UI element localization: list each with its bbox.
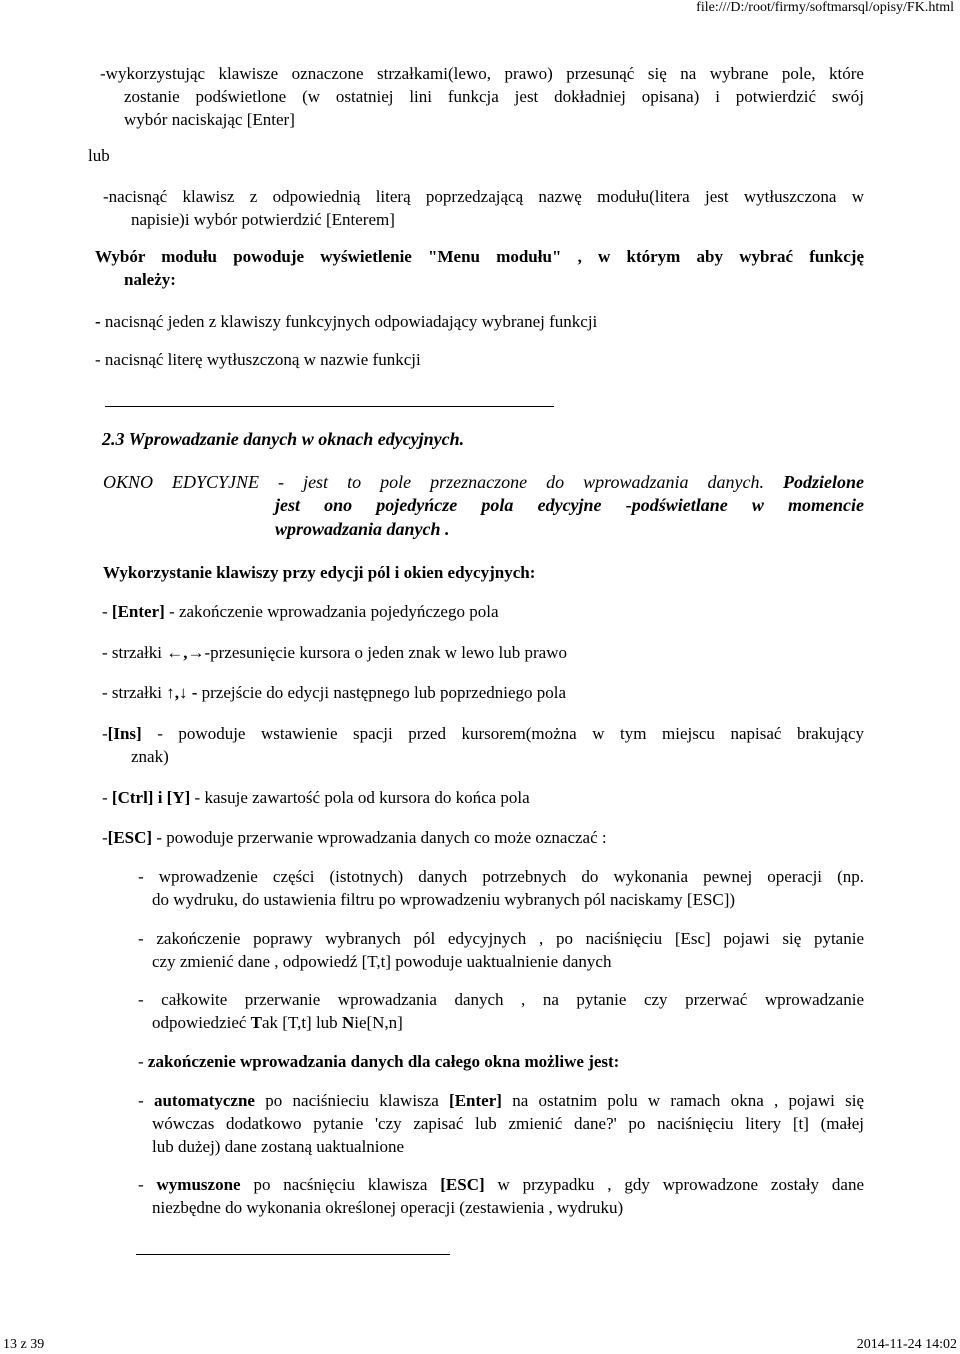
keys-heading: Wykorzystanie klawiszy przy edycji pól i okien edycyjnych:: [103, 563, 536, 582]
key-left-right-item: [102, 641, 567, 664]
esc-option-3-letter-t: T: [250, 1013, 262, 1032]
window-end-text: zakończenie wprowadzania danych dla całego okna możliwe jest:: [147, 1052, 620, 1071]
key-up-down-dash: -: [187, 683, 198, 702]
up-down-arrow-icon: ↑,↓: [166, 683, 188, 702]
edit-window-definition: OKNO EDYCYJNE - jest to pole przeznaczone do wprowadzania danych.: [103, 472, 764, 492]
section-divider-top: [105, 406, 554, 407]
key-ins-item: [102, 722, 864, 745]
esc-option-2-line-2: czy zmienić dane , odpowiedź [T,t] powoduje uaktualnienie danych: [152, 952, 612, 971]
section-title: 2.3 Wprowadzanie danych w oknach edycyjnych.: [102, 429, 465, 449]
key-up-down-desc: przejście do edycji następnego lub poprzedniego pola: [197, 683, 567, 702]
key-esc-desc: - powoduje przerwanie wprowadzania danych co może oznaczać :: [152, 828, 607, 847]
forced-dash: -: [138, 1175, 157, 1194]
auto-line-1: [138, 1089, 864, 1112]
key-ctrl-y-dash: -: [102, 788, 112, 807]
auto-mid: po naciśnieciu klawisza: [254, 1091, 450, 1110]
key-ctrl-y-desc: - kasuje zawartość pola od kursora do końca pola: [190, 788, 530, 807]
forced-line-1: [138, 1173, 864, 1196]
arrows-instruction: [100, 62, 864, 85]
forced-line-1-end: w przypadku , gdy wprowadzone zostały dane: [484, 1175, 865, 1194]
key-enter-desc: - zakończenie wprowadzania pojedyńczego pola: [164, 602, 499, 621]
key-esc-item: [102, 826, 607, 849]
key-enter: [Enter]: [111, 602, 165, 621]
forced-key: [ESC]: [440, 1175, 485, 1194]
auto-key: [Enter]: [449, 1091, 502, 1110]
esc-option-1-line-1: - wprowadzenie części (istotnych) danych potrzebnych do wykonania pewnej operacji (np.: [138, 867, 864, 886]
key-ins-desc: - powoduje wstawienie spacji przed kursorem(można w tym miejscu napisać brakujący: [141, 724, 864, 743]
esc-option-2-line-1: - zakończenie poprawy wybranych pól edycyjnych , po naciśnięciu [Esc] pojawi się pytanie: [138, 929, 864, 948]
print-datetime: 2014-11-24 14:02: [856, 1337, 957, 1352]
edit-window-split: Podzielone: [763, 472, 864, 492]
esc-option-3-text-c: ie[N,n]: [354, 1013, 403, 1032]
key-ins: [Ins]: [107, 724, 142, 743]
function-key-text: nacisnąć jeden z klawiszy funkcyjnych odpowiadający wybranej funkcji: [100, 312, 598, 331]
esc-option-3-line-1: - całkowite przerwanie wprowadzania danych , na pytanie czy przerwać wprowadzanie: [138, 990, 864, 1009]
key-left-right-desc: -przesunięcie kursora o jeden znak w lewo lub prawo: [204, 643, 567, 662]
key-up-down-prefix: - strzałki: [102, 683, 167, 702]
esc-option-3-letter-n: N: [341, 1013, 355, 1032]
key-ctrl-y-item: [102, 786, 530, 809]
letter-line-1: -nacisnąć klawisz z odpowiednią literą poprzedzającą nazwę modułu(litera jest wytłuszczona w: [103, 187, 864, 206]
key-up-down-item: [102, 681, 566, 704]
page-counter: 13 z 39: [3, 1337, 45, 1352]
function-key-item: [95, 310, 597, 333]
section-divider-bottom: [136, 1254, 450, 1255]
key-esc: [ESC]: [107, 828, 153, 847]
page-url: file:///D:/root/firmy/softmarsql/opisy/FK.html: [696, 0, 954, 15]
key-ins-dash: -: [102, 724, 108, 743]
auto-label: automatyczne: [153, 1091, 255, 1110]
auto-dash: -: [138, 1091, 154, 1110]
key-ctrl-y: [Ctrl] i [Y]: [111, 788, 191, 807]
key-enter-item: [102, 600, 499, 623]
esc-option-3-text-a: odpowiedzieć: [152, 1013, 251, 1032]
key-enter-dash: -: [102, 602, 112, 621]
edit-window-line-3: wprowadzania danych .: [275, 519, 450, 539]
arrows-line-2: zostanie podświetlone (w ostatniej lini funkcja jest dokładniej opisana) i potwierdzić swój: [124, 87, 864, 106]
forced-mid: po nacśnięciu klawisza: [240, 1175, 441, 1194]
module-menu-heading-2: należy:: [124, 270, 176, 289]
edit-window-line-1: [103, 471, 864, 494]
letter-line-2: napisie)i wybór potwierdzić [Enterem]: [131, 210, 395, 229]
key-ins-desc-cont: znak): [131, 747, 169, 766]
module-menu-heading-1: Wybór modułu powoduje wyświetlenie "Menu modułu" , w którym aby wybrać funkcję: [95, 247, 864, 266]
esc-option-3-text-b: ak [T,t] lub: [262, 1013, 342, 1032]
key-left-right-prefix: - strzałki: [102, 643, 167, 662]
edit-window-line-2: jest ono pojedyńcze pola edycyjne -podświetlane w momencie: [275, 495, 864, 515]
auto-line-2: wówczas dodatkowo pytanie 'czy zapisać lub zmienić dane?' po naciśnięciu litery [t] (małej: [152, 1114, 864, 1133]
window-end-dash: -: [138, 1052, 148, 1071]
forced-label: wymuszone: [156, 1175, 241, 1194]
window-end-heading: [138, 1050, 619, 1073]
bold-letter-item: - nacisnąć literę wytłuszczoną w nazwie funkcji: [95, 350, 421, 369]
auto-line-3: lub dużej) dane zostaną uaktualnione: [152, 1137, 405, 1156]
left-right-arrow-icon: ←,→: [166, 643, 205, 662]
or-label: lub: [88, 146, 110, 165]
auto-line-1-end: na ostatnim polu w ramach okna , pojawi się: [501, 1091, 864, 1110]
arrows-line-3: wybór naciskając [Enter]: [124, 110, 295, 129]
key-esc-dash: -: [102, 828, 108, 847]
esc-option-3-line-2: [152, 1011, 403, 1034]
esc-option-1-line-2: do wydruku, do ustawienia filtru po wprowadzeniu wybranych pól naciskamy [ESC]): [152, 890, 736, 909]
function-key-dash: -: [95, 312, 101, 331]
arrows-line-1: -wykorzystując klawisze oznaczone strzałkami(lewo, prawo) przesunąć się na wybrane pole, które: [100, 64, 864, 83]
forced-line-2: niezbędne do wykonania określonej operacji (zestawienia , wydruku): [152, 1198, 624, 1217]
